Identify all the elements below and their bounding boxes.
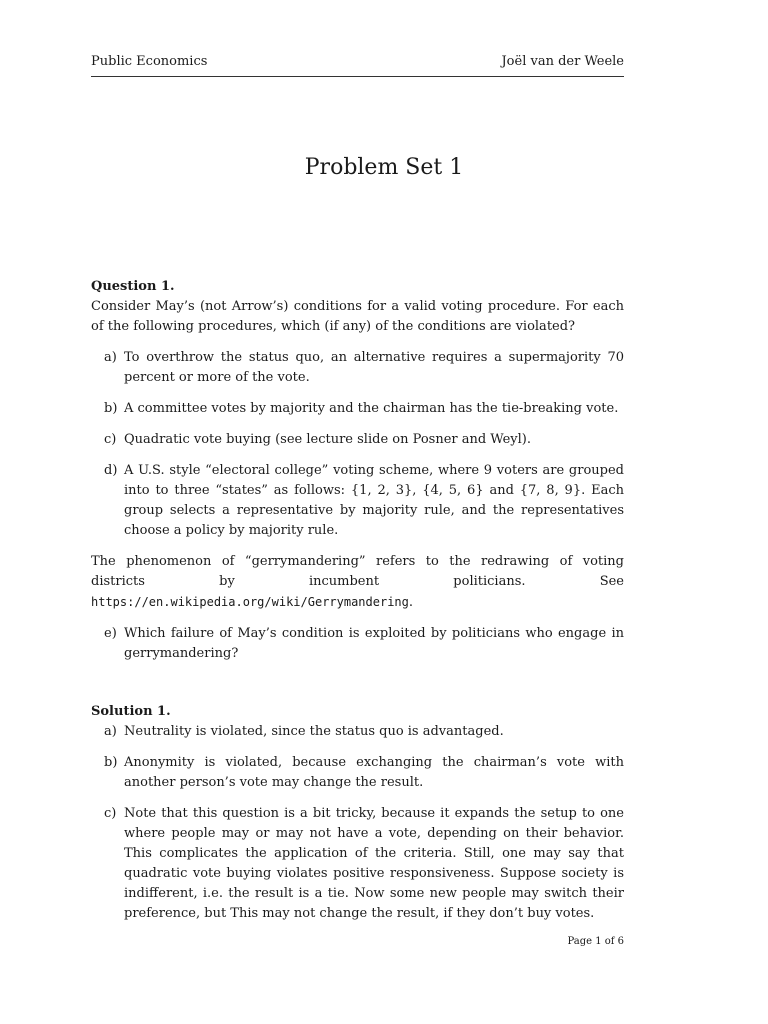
running-header <box>91 54 624 74</box>
solution-section <box>91 702 624 924</box>
list-item <box>91 722 624 742</box>
question-intro: Consider May’s (not Arrow’s) conditions for a valid voting procedure. For each of the following procedures, which (if any) of the conditions are violated? <box>91 299 624 334</box>
list-item <box>91 430 624 450</box>
page-number: Page 1 of 6 <box>567 936 624 947</box>
wikipedia-link[interactable]: https://en.wikipedia.org/wiki/Gerrymandering <box>91 595 409 609</box>
question-section <box>91 277 624 664</box>
item-text: Anonymity is violated, because exchanging the chairman’s vote with another person’s vote may change the result. <box>124 755 624 790</box>
item-text: Neutrality is violated, since the status quo is advantaged. <box>124 724 504 739</box>
item-marker: d) <box>104 463 118 478</box>
item-text: A U.S. style “electoral college” voting scheme, where 9 voters are grouped into to three “states” as follows: {1, 2, 3}, {4, 5, 6} and {7, 8, 9}. Each group selects a representative by majority rule, and the representatives choose a policy by majority rule. <box>124 463 624 538</box>
list-item <box>91 348 624 388</box>
item-text: To overthrow the status quo, an alternative requires a supermajority 70 percent or more of the vote. <box>124 350 624 385</box>
item-marker: b) <box>104 755 118 770</box>
item-text: Quadratic vote buying (see lecture slide on Posner and Weyl). <box>124 432 532 447</box>
list-item <box>91 804 624 924</box>
question-items-extra <box>91 624 624 664</box>
item-marker: c) <box>104 432 117 447</box>
list-item <box>91 624 624 664</box>
item-text: Note that this question is a bit tricky, because it expands the setup to one where people may or may not have a vote, depending on their behavior. This complicates the application of the criteria. Still, one may say that quadratic vote buying violates positive responsiveness. Suppose society is indifferent, i.e. the result is a tie. Now some new people may switch their preference, but This may not change the result, if they don’t buy votes. <box>124 806 624 921</box>
header-rule <box>91 76 624 77</box>
gerrymandering-end: . <box>408 595 414 610</box>
header-author: Joël van der Weele <box>501 54 624 69</box>
item-marker: e) <box>104 626 117 641</box>
item-marker: a) <box>104 350 117 365</box>
solution-items <box>91 722 624 924</box>
item-marker: a) <box>104 724 117 739</box>
item-marker: b) <box>104 401 118 416</box>
question-heading: Question 1. <box>91 279 175 294</box>
item-marker: c) <box>104 806 117 821</box>
gerrymandering-text: The phenomenon of “gerrymandering” refers to the redrawing of voting districts by incumbent politicians. See <box>91 554 624 589</box>
list-item <box>91 399 624 419</box>
list-item <box>91 461 624 541</box>
page-title: Problem Set 1 <box>304 155 464 180</box>
item-text: Which failure of May’s condition is exploited by politicians who engage in gerrymandering? <box>124 626 624 661</box>
question-items <box>91 348 624 541</box>
item-text: A committee votes by majority and the chairman has the tie-breaking vote. <box>124 401 619 416</box>
list-item <box>91 753 624 793</box>
gerrymandering-paragraph <box>91 552 624 613</box>
header-course: Public Economics <box>91 54 208 69</box>
main-content <box>91 277 624 924</box>
solution-heading: Solution 1. <box>91 704 171 719</box>
